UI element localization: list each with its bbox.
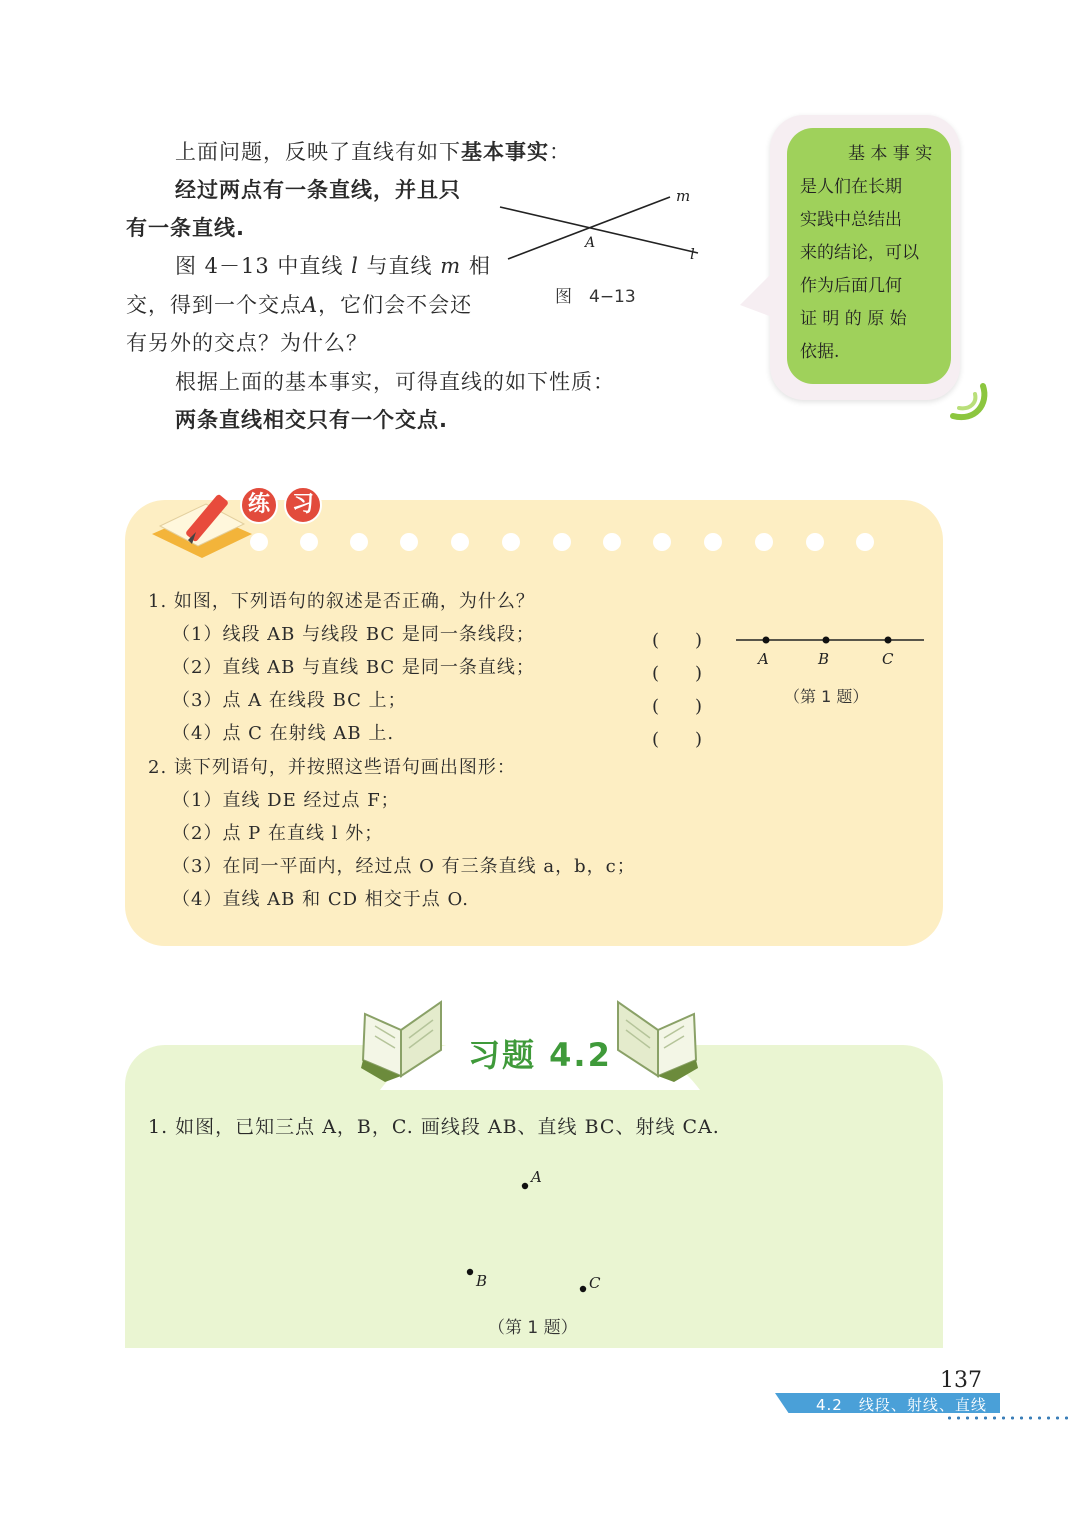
question-line-3: 有另外的交点？为什么？ bbox=[126, 331, 368, 355]
answer-blank-2[interactable]: ( ) bbox=[652, 663, 703, 684]
practice-q1: 1. 如图，下列语句的叙述是否正确，为什么？ bbox=[148, 591, 535, 612]
property-statement: 两条直线相交只有一个交点. bbox=[175, 408, 448, 432]
basic-fact-line-2: 有一条直线. bbox=[126, 216, 245, 240]
dot bbox=[704, 533, 722, 551]
dot bbox=[502, 533, 520, 551]
dot bbox=[653, 533, 671, 551]
bubble-swirl-icon bbox=[945, 380, 995, 430]
practice-badge-1: 练 bbox=[240, 486, 278, 524]
property-intro: 根据上面的基本事实，可得直线的如下性质： bbox=[175, 370, 615, 394]
practice-q2: 2. 读下列语句，并按照这些语句画出图形： bbox=[148, 757, 516, 778]
var-m: m bbox=[440, 254, 462, 278]
label-A: A bbox=[531, 1168, 542, 1186]
label-A: A bbox=[758, 650, 769, 668]
practice-q2-item-1: （1）直线 DE 经过点 F； bbox=[172, 790, 400, 811]
practice-q2-item-2: （2）点 P 在直线 l 外； bbox=[172, 823, 384, 844]
dot bbox=[856, 533, 874, 551]
answer-blank-4[interactable]: ( ) bbox=[652, 729, 703, 750]
question-text: 与直线 bbox=[366, 254, 433, 278]
practice-q1-item-2: （2）直线 AB 与直线 BC 是同一条直线； bbox=[172, 657, 535, 678]
point-C bbox=[580, 1286, 586, 1292]
question-text: 交，得到一个交点 bbox=[126, 293, 302, 317]
page-number: 137 bbox=[940, 1368, 982, 1393]
question-line-1 bbox=[175, 256, 491, 277]
dot bbox=[400, 533, 418, 551]
exercise-title: 习题 4.2 bbox=[468, 1036, 612, 1074]
practice-q1-item-4: （4）点 C 在射线 AB 上. bbox=[172, 723, 395, 744]
practice-paper-pencil-icon bbox=[140, 482, 255, 562]
intro-colon: ： bbox=[549, 140, 571, 164]
bubble-tail bbox=[738, 265, 778, 325]
answer-blank-3[interactable]: ( ) bbox=[652, 696, 703, 717]
question-line-2 bbox=[126, 295, 472, 316]
dot bbox=[451, 533, 469, 551]
intro-text: 上面问题，反映了直线有如下 bbox=[175, 140, 461, 164]
var-l: l bbox=[351, 254, 359, 278]
bubble-line-3: 实践中总结出 bbox=[800, 210, 902, 230]
line-l bbox=[500, 207, 698, 253]
point-B bbox=[467, 1269, 473, 1275]
point-A bbox=[522, 1183, 528, 1189]
bubble-line-7: 依据. bbox=[800, 342, 840, 362]
label-C: C bbox=[589, 1274, 601, 1292]
practice-badge-2: 习 bbox=[284, 486, 322, 524]
exercise-points-figure bbox=[455, 1160, 615, 1300]
intro-line bbox=[175, 142, 571, 163]
var-A: A bbox=[302, 293, 319, 317]
question-text: ，它们会不会还 bbox=[318, 293, 473, 317]
dot bbox=[350, 533, 368, 551]
exercise-q1: 1. 如图，已知三点 A，B，C. 画线段 AB、直线 BC、射线 CA. bbox=[148, 1116, 720, 1138]
answer-blank-1[interactable]: ( ) bbox=[652, 630, 703, 651]
practice-q1-item-1: （1）线段 AB 与线段 BC 是同一条线段； bbox=[172, 624, 535, 645]
label-l: l bbox=[690, 245, 695, 263]
label-A: A bbox=[585, 235, 596, 251]
figure-4-13 bbox=[490, 185, 710, 275]
label-C: C bbox=[882, 650, 894, 668]
open-book-icon-right bbox=[610, 990, 705, 1085]
section-label: 4.2 线段、射线、直线 bbox=[816, 1396, 987, 1414]
dot bbox=[806, 533, 824, 551]
intro-emphasis: 基本事实 bbox=[461, 140, 549, 164]
practice-q1-item-3: （3）点 A 在线段 BC 上； bbox=[172, 690, 407, 711]
dot bbox=[300, 533, 318, 551]
practice-q2-item-4: （4）直线 AB 和 CD 相交于点 O. bbox=[172, 889, 469, 910]
dot bbox=[755, 533, 773, 551]
dot bbox=[553, 533, 571, 551]
bubble-line-1: 基 本 事 实 bbox=[848, 144, 933, 164]
practice-figure-line bbox=[730, 628, 930, 673]
basic-fact-line-1: 经过两点有一条直线，并且只 bbox=[175, 178, 461, 202]
label-B: B bbox=[818, 650, 830, 668]
label-B: B bbox=[476, 1272, 488, 1290]
point-C bbox=[885, 637, 892, 644]
practice-q2-item-3: （3）在同一平面内，经过点 O 有三条直线 a，b，c； bbox=[172, 856, 636, 877]
point-A bbox=[763, 637, 770, 644]
question-text: 相 bbox=[468, 254, 491, 278]
bubble-line-2: 是人们在长期 bbox=[800, 177, 902, 197]
footer-dots bbox=[945, 1416, 1070, 1420]
question-text: 图 4－13 中直线 bbox=[175, 254, 344, 278]
practice-figure-caption: （第 1 题） bbox=[784, 687, 869, 706]
bubble-line-5: 作为后面几何 bbox=[800, 276, 902, 296]
bubble-line-6: 证 明 的 原 始 bbox=[800, 309, 907, 329]
exercise-figure-caption: （第 1 题） bbox=[488, 1318, 578, 1338]
open-book-icon-left bbox=[355, 990, 450, 1085]
dot bbox=[603, 533, 621, 551]
point-B bbox=[823, 637, 830, 644]
figure-caption: 图 4−13 bbox=[555, 287, 636, 307]
dot bbox=[250, 533, 268, 551]
bubble-line-4: 来的结论，可以 bbox=[800, 243, 919, 263]
label-m: m bbox=[676, 187, 691, 205]
